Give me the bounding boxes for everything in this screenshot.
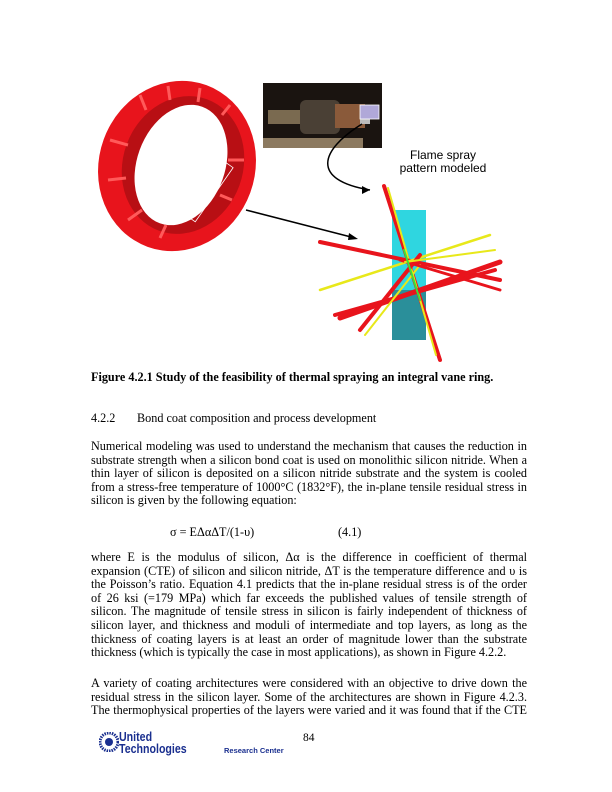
- equation: σ = EΔαΔT/(1-υ): [170, 525, 255, 539]
- text-line: silicon layer, and thickness and moduli of intermediate and top layers, as long as the: [91, 617, 527, 632]
- logo-line1: United: [119, 730, 153, 744]
- text-line: residual stress in the silicon layer. Some of the architectures are shown in Figure 4.2.3.: [91, 689, 527, 704]
- figure-caption: Figure 4.2.1 Study of the feasibility of thermal spraying an integral vane ring.: [91, 370, 494, 384]
- figure-label-line1: Flame spray: [409, 148, 477, 162]
- figure-label-line2: pattern modeled: [399, 161, 487, 175]
- text-line: the Poisson’s ratio. Equation 4.1 predicts that the in-plane residual stress is of the order: [91, 577, 527, 592]
- flame-spray-model: [320, 186, 500, 360]
- text-line: silicon. The magnitude of tensile stress in silicon is fairly independent of thickness of: [91, 604, 527, 619]
- text-line: thickness of coating layers is at least an order of magnitude lower than the substrate: [91, 631, 527, 646]
- text-line: silicon is given by the following equation:: [91, 493, 297, 508]
- vane-ring-image: [74, 59, 279, 274]
- logo-emblem-icon: [99, 732, 119, 752]
- paragraph-1: [91, 440, 527, 508]
- text-line: thickness (which is typically the case in most applications), as shown in Figure 4.2.2.: [91, 645, 507, 660]
- text-line: The thermophysical properties of the layers were varied and it was found that if the CTE: [91, 703, 527, 718]
- text-line: A variety of coating architectures were considered with an objective to drive down the: [91, 676, 527, 690]
- text-line: substrate strength when a silicon bond coat is used on monolithic silicon nitride. When a: [91, 452, 527, 467]
- section-number: 4.2.2: [91, 411, 116, 425]
- text-line: expansion (CTE) of silicon and silicon nitride, ΔT is the temperature difference and υ is: [91, 563, 527, 578]
- text-line: of 26 ksi (=179 MPa) which far exceeds the published values of tensile strength of: [91, 590, 527, 605]
- text-line: from a stress-free temperature of 1000°C (1832°F), the in-plane tensile residual stress in: [91, 479, 527, 494]
- equation-number: (4.1): [338, 525, 362, 539]
- text-line: Numerical modeling was used to understand the mechanism that causes the reduction in: [91, 439, 527, 453]
- figure-vane-ring: [0, 0, 612, 370]
- logo-subtitle: Research Center: [224, 746, 284, 755]
- text-line: where E is the modulus of silicon, Δα is the difference in coefficient of thermal: [91, 550, 527, 564]
- section-title: Bond coat composition and process development: [137, 411, 377, 425]
- paragraph-2: [91, 551, 527, 660]
- page-number: 84: [303, 732, 315, 744]
- spray-gun-photo: [263, 83, 382, 148]
- section-heading: [91, 412, 527, 426]
- paragraph-3: [91, 677, 527, 718]
- logo-line2: Technologies: [119, 742, 187, 756]
- text-line: thin layer of silicon is deposited on a silicon nitride substrate and the system is cooled: [91, 466, 527, 481]
